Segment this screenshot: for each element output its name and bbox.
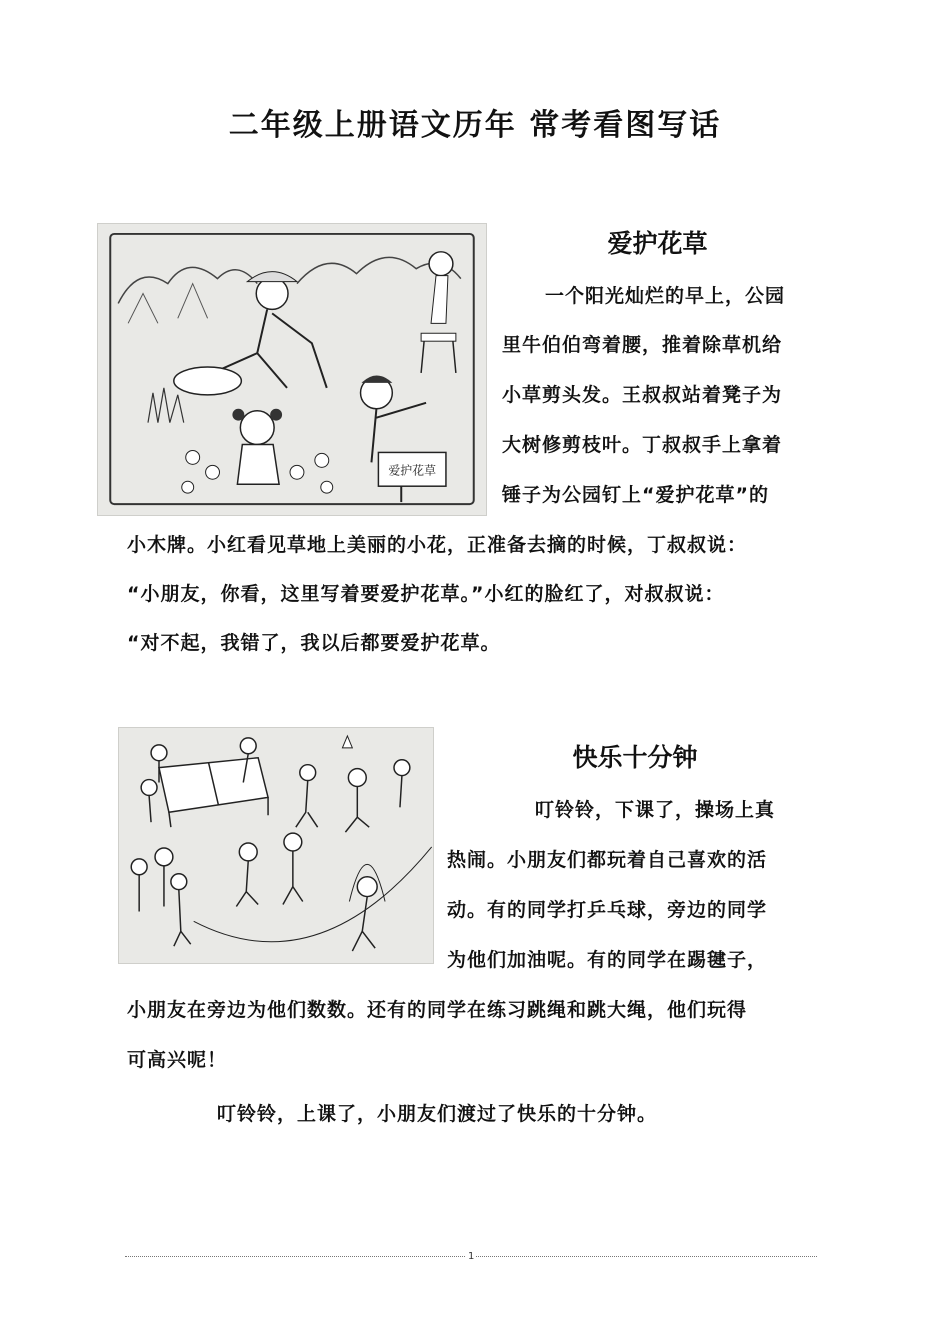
story1-title: 爱护花草: [607, 229, 708, 258]
story1-line-7: “小朋友，你看，这里写着要爱护花草。”小红的脸红了，对叔叔说：: [127, 583, 725, 605]
story1-line-4: 大树修剪枝叶。丁叔叔手上拿着: [502, 434, 783, 456]
illustration-happy-ten-minutes: [118, 727, 434, 964]
illustration-protect-flowers: [97, 223, 487, 516]
story2-line-5: 小朋友在旁边为他们数数。还有的同学在练习跳绳和跳大绳，他们玩得: [127, 999, 748, 1021]
story2-line-7: 叮铃铃，上课了，小朋友们渡过了快乐的十分钟。: [217, 1103, 658, 1125]
story1-line-1: 一个阳光灿烂的早上，公园: [545, 285, 786, 307]
story2-line-3: 动。有的同学打乒乓球，旁边的同学: [447, 899, 768, 921]
playground-drawing: [119, 728, 433, 963]
story2-line-2: 热闹。小朋友们都玩着自己喜欢的活: [447, 849, 768, 871]
story2-title: 快乐十分钟: [572, 743, 698, 772]
story2-line-6: 可高兴呢！: [127, 1049, 228, 1071]
page-number: 1: [468, 1251, 475, 1262]
sign-label: 爱护花草: [388, 463, 436, 478]
story2-line-4: 为他们加油呢。有的同学在踢毽子，: [447, 949, 768, 971]
story1-line-5: 锤子为公园钉上“爱护花草”的: [502, 484, 769, 506]
story2-line-1: 叮铃铃，下课了，操场上真: [535, 799, 776, 821]
story1-line-3: 小草剪头发。王叔叔站着凳子为: [502, 384, 783, 406]
story1-line-6: 小木牌。小红看见草地上美丽的小花，正准备去摘的时候，丁叔叔说：: [127, 534, 748, 556]
story1-line-8: “对不起，我错了，我以后都要爱护花草。: [127, 632, 501, 654]
story1-line-2: 里牛伯伯弯着腰，推着除草机给: [502, 334, 783, 356]
garden-drawing: [98, 224, 486, 515]
page-title: 二年级上册语文历年 常考看图写话: [228, 108, 722, 143]
